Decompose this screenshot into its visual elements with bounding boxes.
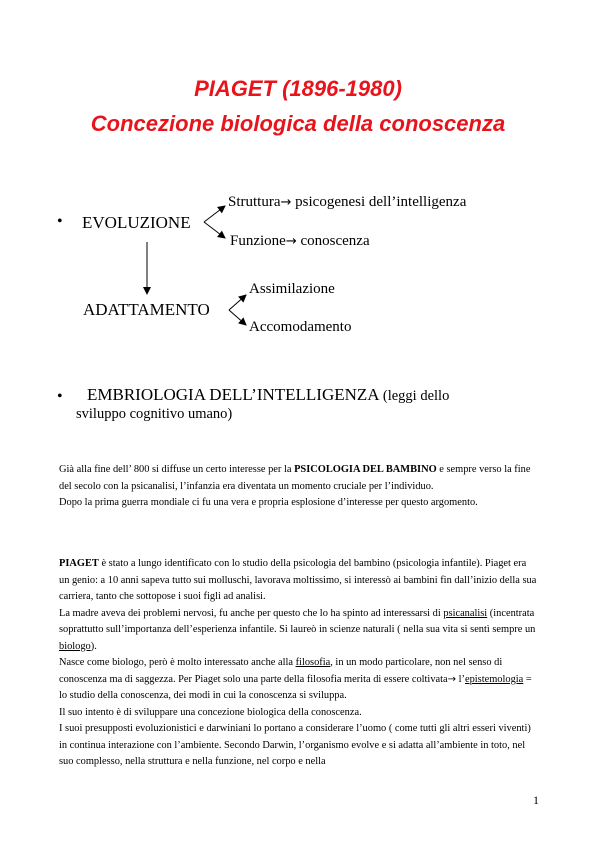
- embriologia-heading-row: [87, 385, 449, 405]
- psicanalisi-term: psicanalisi: [443, 607, 488, 619]
- accomodamento-label: Accomodamento: [249, 319, 352, 335]
- epistemologia-term: epistemologia: [464, 673, 524, 685]
- paragraph-piaget: [59, 556, 537, 771]
- evoluzione-label: EVOLUZIONE: [82, 213, 191, 232]
- psicologia-del-bambino-term: PSICOLOGIA DEL BAMBINO: [294, 464, 437, 475]
- paragraph-piaget-1: PIAGET è stato a lungo identificato con lo studio della psicologia del bambino (psicologia infantile). Piaget era un genio: a 10 anni sapeva tutto sui molluschi, lavorava moltissimo, si interessò ai bambini fin dall’inizio della sua carriera, tanto che sottopose i suoi figli ad analisi.: [59, 558, 537, 602]
- page-number: 1: [533, 793, 539, 807]
- biologo-term: biologo: [59, 640, 91, 652]
- assimilazione-label: Assimilazione: [249, 281, 335, 297]
- adattamento-label: ADATTAMENTO: [83, 300, 210, 319]
- paragraph-intro-2: Dopo la prima guerra mondiale ci fu una vera e propria esplosione d’interesse per questo argomento.: [59, 497, 478, 508]
- funzione-target: conoscenza: [300, 233, 370, 249]
- paragraph-intro: [59, 462, 537, 512]
- branch-arrow-assimilazione: [229, 295, 246, 310]
- piaget-term: PIAGET: [59, 558, 99, 569]
- page-title: PIAGET (1896-1980): [194, 76, 402, 101]
- branch-arrow-funzione: [204, 222, 225, 238]
- filosofia-term: filosofia: [295, 657, 331, 668]
- bullet-icon: •: [57, 213, 63, 230]
- page-subtitle: Concezione biologica della conoscenza: [90, 111, 506, 136]
- embriologia-heading: EMBRIOLOGIA DELL’INTELLIGENZA: [87, 385, 379, 404]
- bullet-icon: •: [57, 388, 63, 405]
- paragraph-piaget-4: Il suo intento è di sviluppare una concezione biologica della conoscenza.: [59, 706, 362, 718]
- right-arrow-icon: →: [447, 673, 457, 685]
- funzione-row: [230, 233, 370, 250]
- branch-arrow-accomodamento: [229, 310, 246, 325]
- struttura-row: [228, 194, 466, 211]
- paragraph-piaget-3: Nasce come biologo, però è molto interessato anche alla filosofia, in un modo particolare, non nel senso di conoscenza ma di saggezza. Per Piaget solo una parte della filosofia merita di essere coltivata→ l’epistemologia = lo studio della conoscenza, dei modi in cui la conoscenza si sviluppa.: [59, 657, 532, 701]
- struttura-label: Struttura: [228, 194, 281, 210]
- struttura-target: psicogenesi dell’intelligenza: [295, 194, 467, 210]
- right-arrow-icon: →: [280, 195, 292, 210]
- branch-arrow-struttura: [204, 206, 225, 222]
- paragraph-piaget-5: I suoi presupposti evoluzionistici e darwiniani lo portano a considerare l’uomo ( come tutti gli altri esseri viventi) in continua interazione con l’ambiente. Secondo Darwin, l’organismo evolve e si adatta all’ambiente in toto, nel suo complesso, nella struttura e nella funzione, nel corpo e nella: [59, 723, 531, 767]
- right-arrow-icon: →: [285, 234, 297, 249]
- embriologia-note: (leggi dello: [382, 388, 450, 404]
- paragraph-piaget-2: La madre aveva dei problemi nervosi, fu anche per questo che lo ha spinto ad interessarsi di psicanalisi (incentrata soprattutto sull’importanza dell’esperienza infantile. Si laureò in scienze naturali ( nella sua vita si sentì sempre un biologo).: [59, 607, 536, 652]
- embriologia-note-line2: sviluppo cognitivo umano): [76, 406, 233, 422]
- funzione-label: Funzione: [230, 233, 286, 249]
- paragraph-intro-1: Già alla fine dell’ 800 si diffuse un certo interesse per la PSICOLOGIA DEL BAMBINO e sempre verso la fine del secolo con la psicanalisi, l’infanzia era diventata un momento cruciale per l’individuo.: [59, 464, 531, 492]
